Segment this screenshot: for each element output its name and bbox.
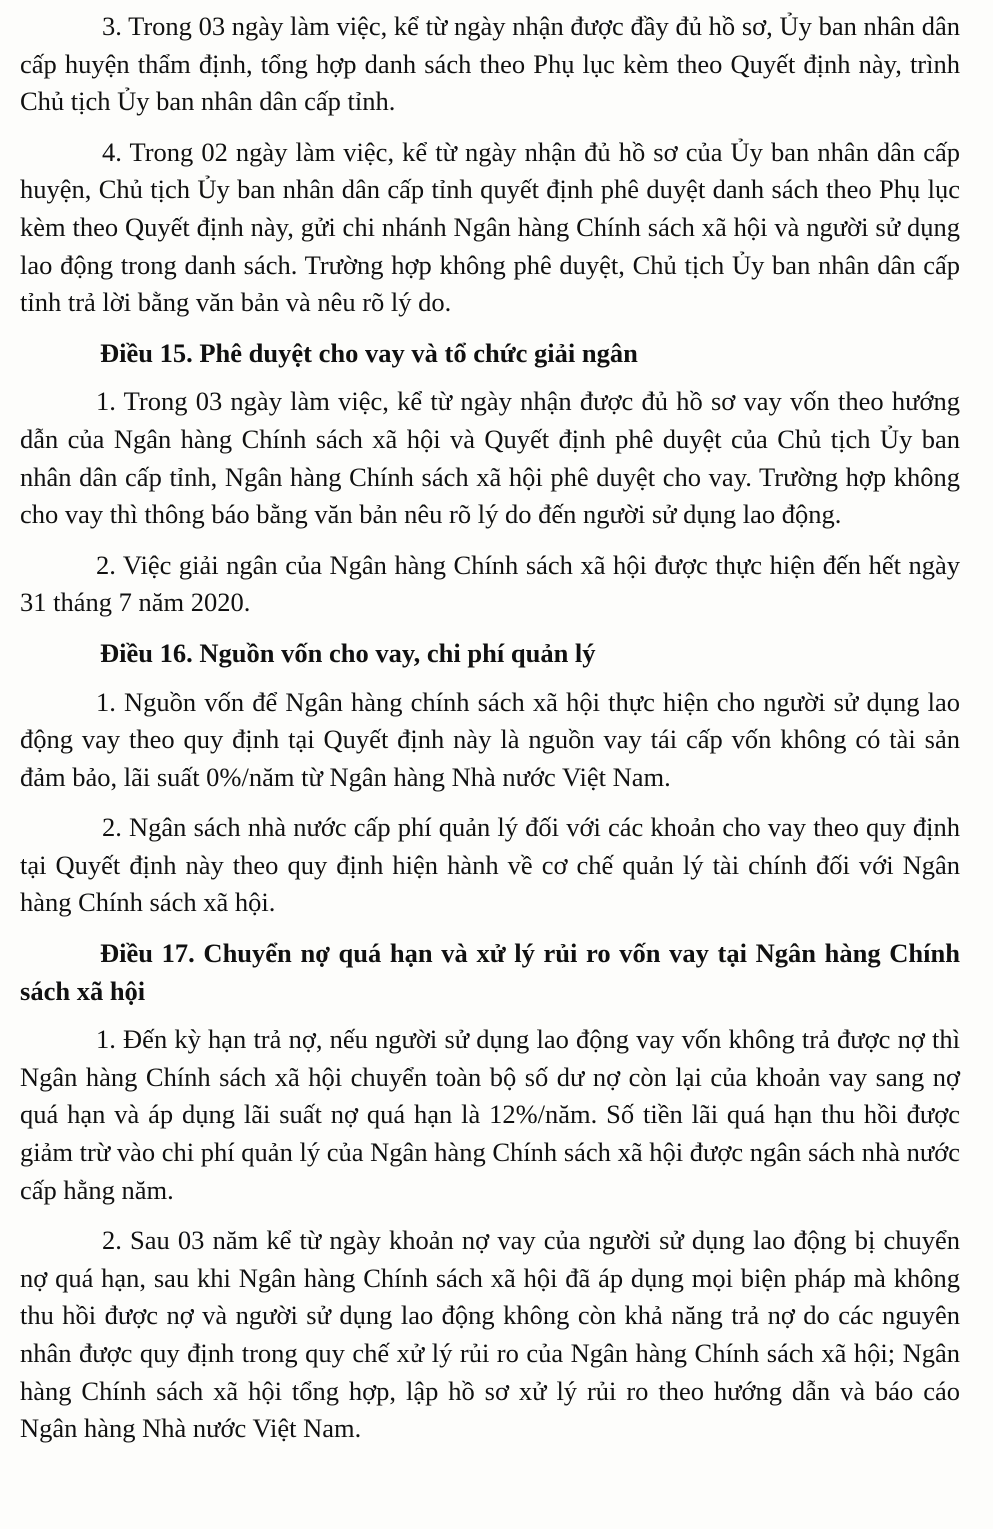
paragraph-clause-3: 3. Trong 03 ngày làm việc, kể từ ngày nhận được đầy đủ hồ sơ, Ủy ban nhân dân cấp huyện thẩm định, tổng hợp danh sách theo Phụ lục kèm theo Quyết định này, trình Chủ tịch Ủy ban nhân dân cấp tỉnh.	[20, 11, 960, 117]
article-17-paragraph-1: 1. Đến kỳ hạn trả nợ, nếu người sử dụng lao động vay vốn không trả được nợ thì Ngân hàng Chính sách xã hội chuyển toàn bộ số dư nợ còn lại của khoản vay sang nợ quá hạn và áp dụng lãi suất nợ quá hạn là 12%/năm. Số tiền lãi quá hạn thu hồi được giảm trừ vào chi phí quản lý của Ngân hàng Chính sách xã hội được ngân sách nhà nước cấp hằng năm.	[20, 1024, 960, 1205]
article-17-paragraph-2: 2. Sau 03 năm kể từ ngày khoản nợ vay của người sử dụng lao động bị chuyển nợ quá hạn, sau khi Ngân hàng Chính sách xã hội đã áp dụng mọi biện pháp mà không thu hồi được nợ và người sử dụng lao động không còn khả năng trả nợ do các nguyên nhân được quy định trong quy chế xử lý rủi ro của Ngân hàng Chính sách xã hội; Ngân hàng Chính sách xã hội tổng hợp, lập hồ sơ xử lý rủi ro theo hướng dẫn và báo cáo Ngân hàng Nhà nước Việt Nam.	[20, 1225, 960, 1444]
article-16-paragraph-1: 1. Nguồn vốn để Ngân hàng chính sách xã hội thực hiện cho người sử dụng lao động vay theo quy định tại Quyết định này là nguồn vay tái cấp vốn không có tài sản đảm bảo, lãi suất 0%/năm từ Ngân hàng Nhà nước Việt Nam.	[20, 686, 960, 792]
paragraph-clause-4: 4. Trong 02 ngày làm việc, kể từ ngày nhận đủ hồ sơ của Ủy ban nhân dân cấp huyện, Chủ tịch Ủy ban nhân dân cấp tỉnh quyết định phê duyệt danh sách theo Phụ lục kèm theo Quyết định này, gửi chi nhánh Ngân hàng Chính sách xã hội và người sử dụng lao động trong danh sách. Trường hợp không phê duyệt, Chủ tịch Ủy ban nhân dân cấp tỉnh trả lời bằng văn bản và nêu rõ lý do.	[20, 136, 960, 318]
article-16-heading: Điều 16. Nguồn vốn cho vay, chi phí quản lý	[100, 637, 596, 668]
article-15-paragraph-1: 1. Trong 03 ngày làm việc, kể từ ngày nhận được đủ hồ sơ vay vốn theo hướng dẫn của Ngân hàng Chính sách xã hội và Quyết định phê duyệt của Chủ tịch Ủy ban nhân dân cấp tỉnh, Ngân hàng Chính sách xã hội phê duyệt cho vay. Trường hợp không cho vay thì thông báo bằng văn bản nêu rõ lý do đến người sử dụng lao động.	[20, 386, 960, 530]
document-body	[20, 8, 960, 1461]
article-16-paragraph-2: 2. Ngân sách nhà nước cấp phí quản lý đối với các khoản cho vay theo quy định tại Quyết định này theo quy định hiện hành về cơ chế quản lý tài chính đối với Ngân hàng Chính sách xã hội.	[20, 812, 960, 918]
article-15-heading: Điều 15. Phê duyệt cho vay và tổ chức giải ngân	[100, 337, 638, 368]
article-17-heading: Điều 17. Chuyển nợ quá hạn và xử lý rủi ro vốn vay tại Ngân hàng Chính sách xã hội	[20, 938, 960, 1006]
article-15-paragraph-2: 2. Việc giải ngân của Ngân hàng Chính sách xã hội được thực hiện đến hết ngày 31 tháng 7 năm 2020.	[20, 549, 960, 618]
